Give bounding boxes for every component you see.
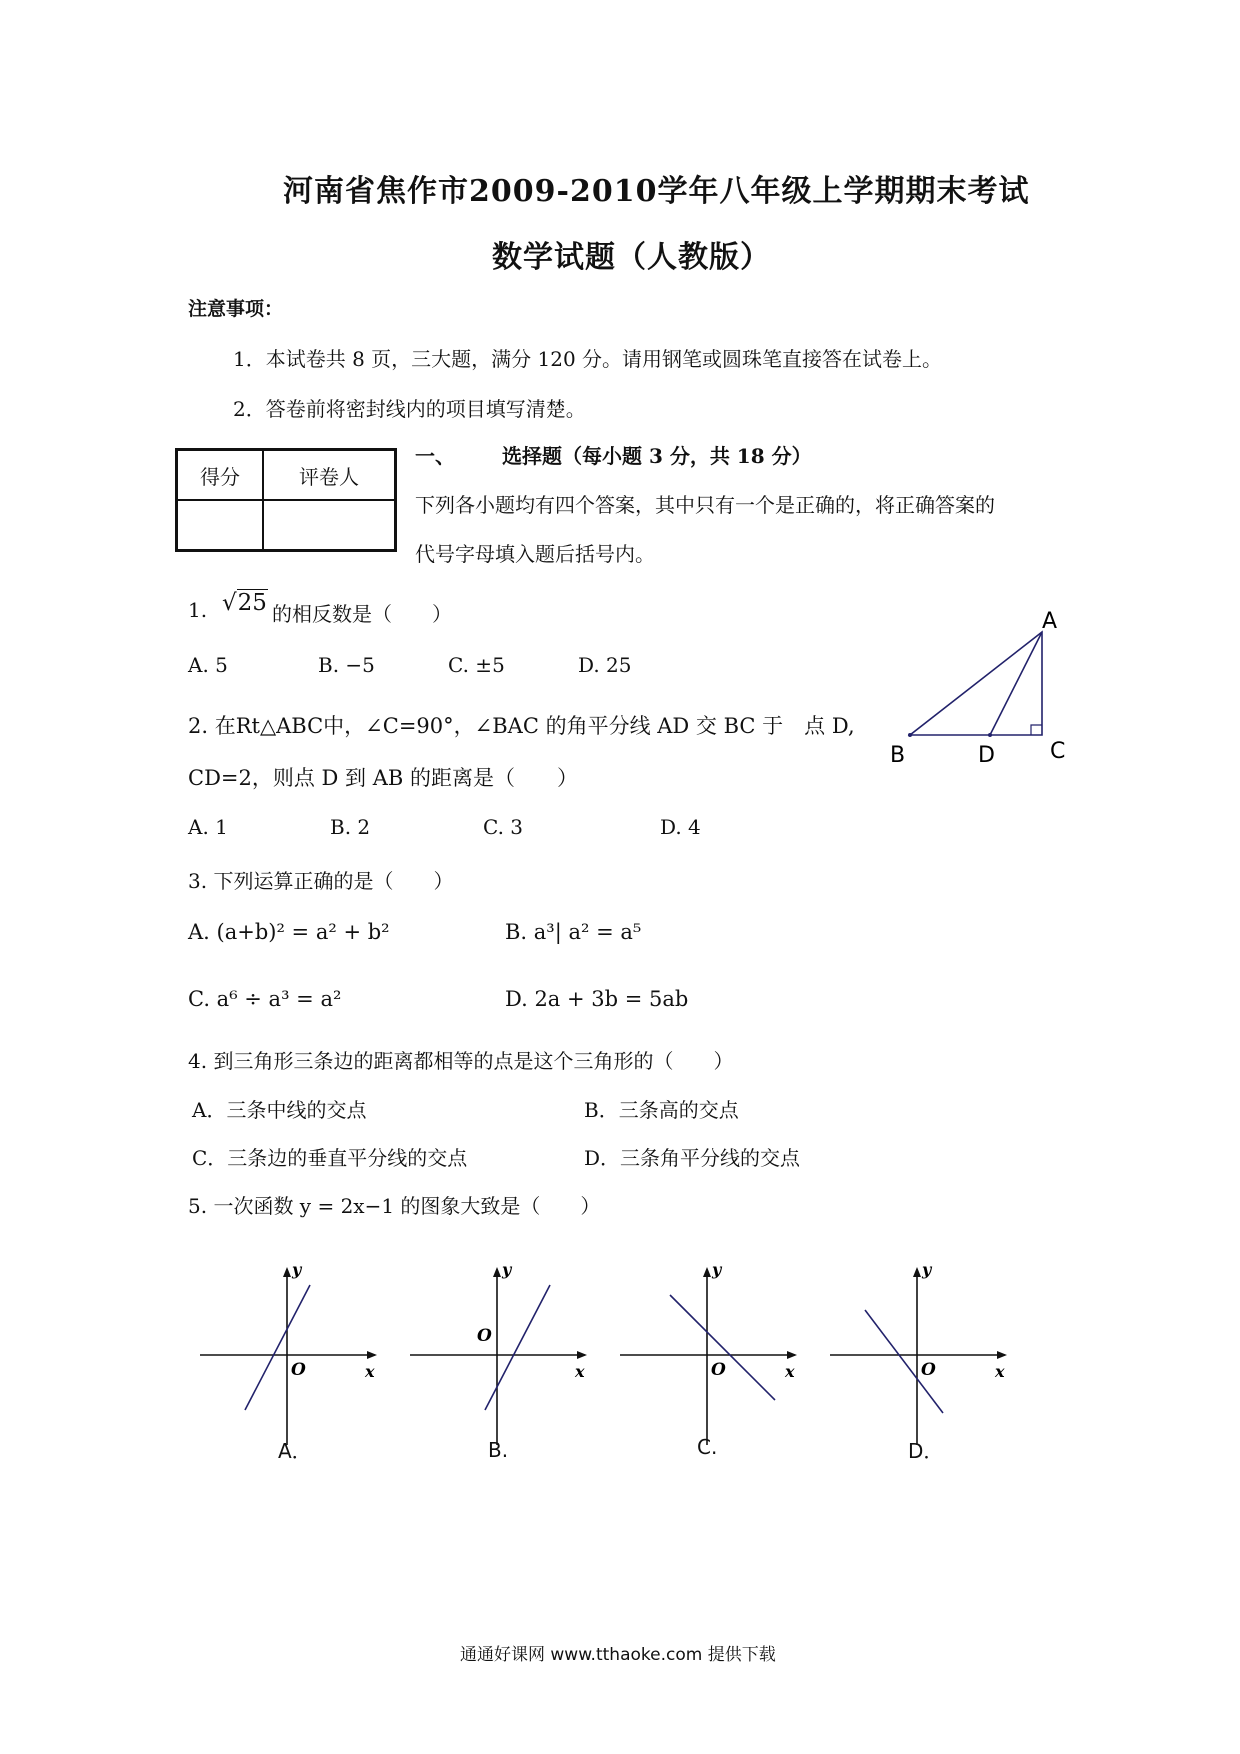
x-axis-arrow-icon — [787, 1351, 797, 1359]
origin-label: O — [921, 1360, 936, 1380]
section-number: 一、 — [415, 444, 455, 468]
point-b — [908, 733, 912, 737]
y-label: y — [502, 1260, 512, 1279]
x-label: x — [365, 1362, 375, 1381]
q5-graph-a — [195, 1255, 395, 1455]
x-axis-arrow-icon — [367, 1351, 377, 1359]
q1-option-b: B. −5 — [318, 653, 375, 677]
q2-option-c: C. 3 — [483, 815, 524, 839]
section-desc-2: 代号字母填入题后括号内。 — [415, 542, 655, 566]
q3-option-c: C. a⁶ ÷ a³ = a² — [188, 987, 342, 1011]
note-item-2: 2．答卷前将密封线内的项目填写清楚。 — [233, 397, 586, 421]
q2-option-a: A. 1 — [188, 815, 228, 839]
section-desc-1: 下列各小题均有四个答案，其中只有一个是正确的，将正确答案的 — [415, 493, 995, 517]
q4-stem: 4. 到三角形三条边的距离都相等的点是这个三角形的（ ） — [188, 1049, 734, 1073]
origin-label: O — [711, 1360, 726, 1380]
y-axis-arrow-icon — [283, 1267, 291, 1277]
q5-graph-a-label: A． — [278, 1439, 312, 1463]
function-line — [670, 1295, 775, 1400]
y-axis-arrow-icon — [493, 1267, 501, 1277]
q3-option-a: A. (a+b)² = a² + b² — [188, 920, 390, 944]
x-axis-arrow-icon — [577, 1351, 587, 1359]
label-c: C — [1050, 739, 1066, 764]
q1-radicand: 25 — [237, 590, 267, 616]
q5-graph-d — [825, 1255, 1025, 1455]
function-line — [245, 1285, 310, 1410]
y-label: y — [922, 1260, 932, 1279]
q2-option-b: B. 2 — [330, 815, 371, 839]
grader-header: 评卷人 — [263, 450, 396, 501]
q2-line-1: 2. 在Rt△ABC中，∠C=90°，∠BAC 的角平分线 AD 交 BC 于 点 D, — [188, 714, 855, 738]
q3-option-b: B. a³| a² = a⁵ — [505, 920, 642, 944]
q1-option-a: A. 5 — [188, 653, 228, 677]
label-d: D — [978, 743, 995, 768]
sqrt-icon: √ — [222, 590, 237, 616]
angle-bisector-ad — [990, 632, 1042, 735]
q2-triangle-figure — [880, 610, 1090, 775]
q4-option-b: B．三条高的交点 — [584, 1098, 739, 1122]
q5-graph-d-label: D． — [908, 1439, 944, 1463]
q4-option-c: C．三条边的垂直平分线的交点 — [192, 1146, 468, 1170]
x-label: x — [785, 1362, 795, 1381]
q5-graph-b — [405, 1255, 605, 1455]
page-subtitle: 数学试题（人教版） — [492, 240, 771, 275]
label-a: A — [1042, 610, 1058, 634]
origin-label: O — [291, 1360, 306, 1380]
y-axis-arrow-icon — [913, 1267, 921, 1277]
q1-number: 1. — [188, 598, 208, 622]
q1-sqrt — [222, 590, 268, 616]
q5-stem: 5. 一次函数 y = 2x−1 的图象大致是（ ） — [188, 1194, 601, 1218]
q4-option-a: A．三条中线的交点 — [192, 1098, 367, 1122]
score-table — [175, 448, 397, 552]
section-title: 选择题（每小题 3 分，共 18 分） — [502, 444, 812, 468]
q3-stem: 3. 下列运算正确的是（ ） — [188, 869, 454, 893]
grader-cell[interactable] — [263, 500, 396, 551]
q2-line-2: CD=2，则点 D 到 AB 的距离是（ ） — [188, 766, 578, 790]
q1-option-c: C. ±5 — [448, 653, 505, 677]
function-line — [485, 1285, 550, 1410]
y-label: y — [292, 1260, 302, 1279]
footer-credit: 通通好课网 www.tthaoke.com 提供下载 — [460, 1645, 776, 1665]
score-cell[interactable] — [177, 500, 264, 551]
y-axis-arrow-icon — [703, 1267, 711, 1277]
q4-option-d: D．三条角平分线的交点 — [584, 1146, 801, 1170]
q5-graph-c-label: C. — [697, 1435, 718, 1459]
notes-heading: 注意事项： — [188, 298, 284, 320]
page-title: 河南省焦作市2009-2010学年八年级上学期期末考试 — [283, 174, 1030, 209]
x-label: x — [995, 1362, 1005, 1381]
q3-option-d: D. 2a + 3b = 5ab — [505, 987, 689, 1011]
origin-label: O — [477, 1326, 492, 1346]
point-d — [988, 733, 992, 737]
label-b: B — [890, 743, 906, 768]
q1-option-d: D. 25 — [578, 653, 632, 677]
triangle-abc — [910, 632, 1042, 735]
q2-option-d: D. 4 — [660, 815, 701, 839]
y-label: y — [712, 1260, 722, 1279]
score-header: 得分 — [177, 450, 264, 501]
x-label: x — [575, 1362, 585, 1381]
q1-stem: 的相反数是（ ） — [272, 602, 452, 626]
q5-graph-c — [615, 1255, 815, 1455]
note-item-1: 1．本试卷共 8 页，三大题，满分 120 分。请用钢笔或圆珠笔直接答在试卷上。 — [233, 347, 943, 371]
right-angle-mark — [1031, 725, 1042, 735]
x-axis-arrow-icon — [997, 1351, 1007, 1359]
q5-graph-b-label: B. — [488, 1438, 509, 1462]
